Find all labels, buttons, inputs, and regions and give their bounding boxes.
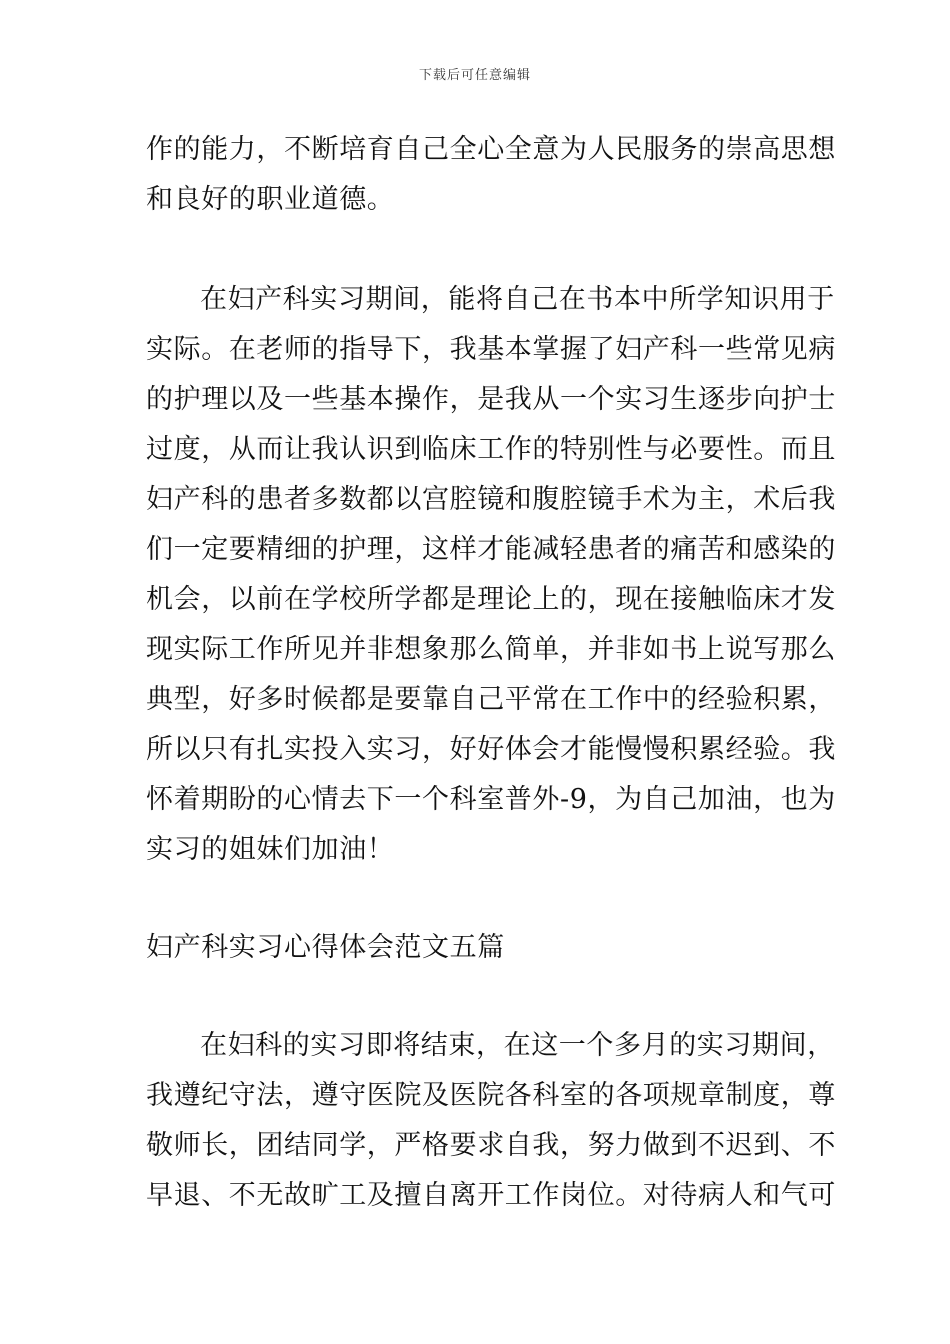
paragraph-line: 敬师长，团结同学，严格要求自我，努力做到不迟到、不 [146, 1130, 836, 1161]
paragraph-line: 们一定要精细的护理，这样才能减轻患者的痛苦和感染的 [146, 534, 836, 565]
paragraph-line: 在妇科的实习即将结束，在这一个多月的实习期间， [200, 1030, 835, 1061]
paragraph-line: 妇产科的患者多数都以宫腔镜和腹腔镜手术为主，术后我 [146, 484, 836, 515]
paragraph-line: 早退、不无故旷工及擅自离开工作岗位。对待病人和气可 [146, 1180, 836, 1211]
paragraph-line: 和良好的职业道德。 [146, 184, 395, 215]
paragraph-line: 过度，从而让我认识到临床工作的特别性与必要性。而且 [146, 434, 836, 465]
section-heading: 妇产科实习心得体会范文五篇 [146, 932, 505, 963]
paragraph-line: 实习的姐妹们加油！ [146, 834, 395, 865]
paragraph-line: 怀着期盼的心情去下一个科室普外-9，为自己加油，也为 [146, 784, 836, 815]
paragraph-line: 所以只有扎实投入实习，好好体会才能慢慢积累经验。我 [146, 734, 836, 765]
paragraph-line: 实际。在老师的指导下，我基本掌握了妇产科一些常见病 [146, 334, 836, 365]
paragraph-line: 现实际工作所见并非想象那么简单，并非如书上说写那么 [146, 634, 836, 665]
paragraph-line: 作的能力，不断培育自己全心全意为人民服务的崇高思想 [146, 134, 836, 165]
paragraph-line: 在妇产科实习期间，能将自己在书本中所学知识用于 [200, 284, 835, 315]
paragraph-line: 机会，以前在学校所学都是理论上的，现在接触临床才发 [146, 584, 836, 615]
page-header: 下载后可任意编辑 [418, 68, 531, 83]
paragraph-line: 我遵纪守法，遵守医院及医院各科室的各项规章制度，尊 [146, 1080, 836, 1111]
paragraph-line: 典型，好多时候都是要靠自己平常在工作中的经验积累， [146, 684, 836, 715]
paragraph-line: 的护理以及一些基本操作，是我从一个实习生逐步向护士 [146, 384, 836, 415]
